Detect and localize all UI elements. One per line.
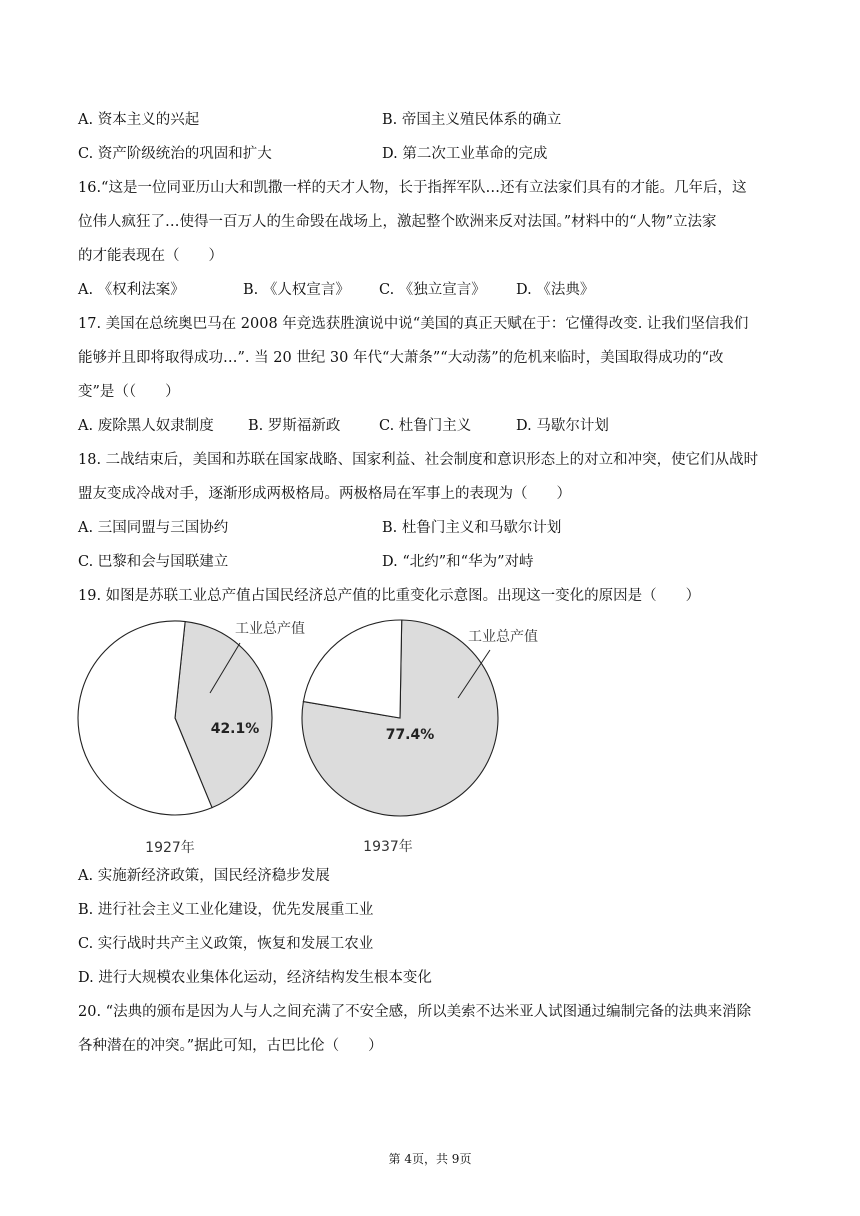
- pie-value-label: 42.1%: [210, 721, 260, 737]
- q19-option-a: A. 实施新经济政策，国民经济稳步发展: [78, 868, 330, 884]
- pie-slice-other: [303, 620, 401, 718]
- pie-year-title: 1937年: [363, 839, 413, 855]
- q16-options: [78, 280, 594, 300]
- q16-stem-line3: 的才能表现在（ ）: [78, 248, 223, 264]
- q18-stem-line2: 盟友变成冷战对手，逐渐形成两极格局。两极格局在军事上的表现为（ ）: [78, 486, 571, 502]
- q18-stem-line1: 18. 二战结束后，美国和苏联在国家战略、国家利益、社会制度和意识形态上的对立和冲突，使它们从战时: [78, 452, 759, 468]
- q16-option-c: C. 《独立宣言》: [379, 282, 486, 298]
- pie-chart-1937: [302, 620, 538, 855]
- q17-options: [78, 416, 609, 436]
- q20-stem-line2: 各种潜在的冲突。”据此可知，古巴比伦（ ）: [78, 1038, 383, 1054]
- q17-stem-line1: 17. 美国在总统奥巴马在 2008 年竞选获胜演说中说“美国的真正天赋在于：它懂得改变. 让我们坚信我们: [78, 316, 749, 332]
- q17-option-b: B. 罗斯福新政: [248, 418, 341, 434]
- q17-stem-line3: 变”是（（ ）: [78, 384, 180, 400]
- q16-stem-line2: 位伟人疯狂了…使得一百万人的生命毁在战场上，激起整个欧洲来反对法国。”材料中的“人物”立法家: [78, 214, 717, 230]
- q17-option-a: A. 废除黑人奴隶制度: [78, 418, 214, 434]
- q18-option-b: B. 杜鲁门主义和马歇尔计划: [382, 520, 562, 536]
- q18-option-d: D. “北约”和“华为”对峙: [382, 554, 534, 570]
- q15-option-d: D. 第二次工业革命的完成: [382, 146, 548, 162]
- pie-charts-figure: [70, 608, 538, 860]
- q17-stem-line2: 能够并且即将取得成功…”. 当 20 世纪 30 年代“大萧条”“大动荡”的危机来临时，美国取得成功的“改: [78, 350, 724, 366]
- q15-option-a: A. 资本主义的兴起: [78, 112, 200, 128]
- pie-annotation-label: 工业总产值: [235, 621, 305, 637]
- q17-option-d: D. 马歇尔计划: [516, 418, 609, 434]
- q17-option-c: C. 杜鲁门主义: [379, 418, 472, 434]
- q19-option-d: D. 进行大规模农业集体化运动，经济结构发生根本变化: [78, 970, 432, 986]
- pie-annotation-label: 工业总产值: [468, 629, 538, 645]
- q19-option-c: C. 实行战时共产主义政策，恢复和发展工农业: [78, 936, 374, 952]
- q19-option-b: B. 进行社会主义工业化建设，优先发展重工业: [78, 902, 374, 918]
- q16-option-a: A. 《权利法案》: [78, 282, 185, 298]
- q16-stem-line1: 16.“这是一位同亚历山大和凯撒一样的天才人物，长于指挥军队…还有立法家们具有的才能。几年后，这: [78, 180, 747, 196]
- q16-option-d: D. 《法典》: [516, 282, 595, 298]
- q20-stem-line1: 20. “法典的颁布是因为人与人之间充满了不安全感，所以美索不达米亚人试图通过编制完备的法典来消除: [78, 1004, 752, 1020]
- q18-option-c: C. 巴黎和会与国联建立: [78, 554, 229, 570]
- pie-chart-1927: [78, 620, 305, 856]
- q15-option-c: C. 资产阶级统治的巩固和扩大: [78, 146, 272, 162]
- pie-value-label: 77.4%: [385, 727, 435, 743]
- pie-year-title: 1927年: [145, 840, 195, 856]
- q19-stem-line1: 19. 如图是苏联工业总产值占国民经济总产值的比重变化示意图。出现这一变化的原因是（ ）: [78, 588, 701, 604]
- q15-option-b: B. 帝国主义殖民体系的确立: [382, 112, 562, 128]
- q18-option-a: A. 三国同盟与三国协约: [78, 520, 229, 536]
- page-footer: 第 4页，共 9页: [388, 1152, 472, 1166]
- q16-option-b: B. 《人权宣言》: [243, 282, 350, 298]
